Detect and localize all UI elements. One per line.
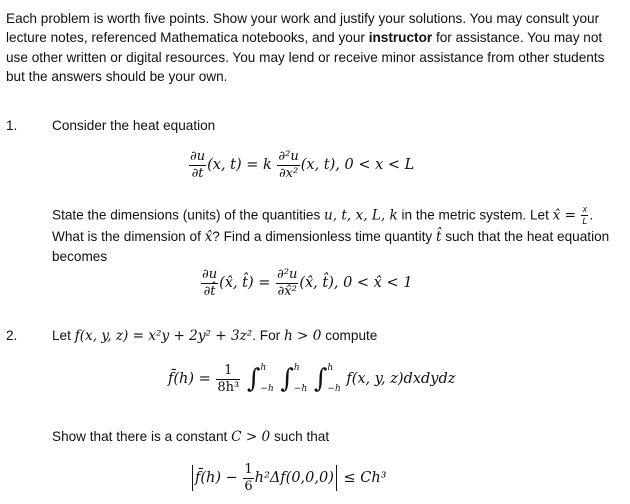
abs-bar-left: [192, 465, 193, 491]
heat-eq-rhs-args: (x, t), 0 < x < L: [300, 157, 415, 174]
problem-1-paragraph: State the dimensions (units) of the quantities u, t, x, L, k in the metric system. Let x̂ = $\frac{x}{L}$ . What is the dimension of x̂? Find a dimensionless time quantity t̂ such that the heat equation becomes: [52, 204, 610, 265]
heat-equation: [188, 150, 414, 180]
one-sixth-fraction: $\frac{1}{6}$: [244, 462, 253, 494]
problem-2-show-statement: Show that there is a constant C > 0 such that: [52, 429, 330, 445]
dimless-eq-lhs-args: (x̂, t̂) =: [219, 275, 271, 292]
one-over-8h3-fraction: $\frac{1}{\text{8h³}}$: [217, 363, 240, 395]
integral-sign-1: ∫: [246, 364, 261, 395]
du-dthat-fraction: $\frac{\partial u}{\partial t̂}$: [202, 267, 218, 299]
d2u-dx2-fraction: $\frac{\text{∂²u}}{\text{∂x²}}$: [278, 149, 299, 181]
instructions-bold-word: instructor: [368, 30, 433, 46]
dimless-eq-rhs-args: (x̂, t̂), 0 < x̂ < 1: [299, 275, 413, 292]
instructions-text-end: for assistance. You may not use other written or digital resources. You may lend or receive minor assistance from other students but the answers should be your own.: [6, 30, 605, 84]
avg-lhs: f̄(h) =: [168, 371, 211, 388]
problem-2-statement: Let f(x, y, z) = x²y + 2y² + 3z². For h > 0 compute: [52, 328, 378, 344]
integral-sign-3: ∫: [313, 364, 328, 395]
du-dt-fraction: $\frac{\partial u}{\partial t}$: [190, 149, 206, 181]
integral-sign-2: ∫: [280, 364, 294, 395]
integral-limits-3: h −h: [327, 363, 341, 395]
problem-2-number: 2.: [6, 328, 18, 343]
problem-1-heading: Consider the heat equation: [52, 118, 216, 133]
ineq-left: f̄(h) −: [195, 470, 238, 487]
abs-bar-right: [336, 465, 337, 491]
average-integral: [168, 364, 455, 394]
heat-eq-lhs-args: (x, t) = k: [207, 157, 272, 174]
integrand: f(x, y, z)dxdydz: [346, 371, 456, 388]
ineq-right: ≤ Ch³: [343, 470, 387, 487]
instructions-paragraph: [6, 9, 622, 86]
ineq-mid: h²Δf(0,0,0): [254, 470, 334, 487]
function-definition: f(x, y, z) = x²y + 2y² + 3z²: [74, 328, 253, 344]
error-bound-inequality: [190, 463, 387, 493]
problem-1-number: 1.: [6, 118, 18, 133]
dimensionless-heat-equation: [200, 268, 412, 298]
integral-limits-1: h −h: [260, 363, 274, 395]
d2u-dxhat2-fraction: $\frac{\text{∂²u}}{\text{∂x̂²}}$: [277, 267, 298, 299]
x-over-l-fraction: $\frac{x}{L}$: [582, 204, 588, 227]
integral-limits-2: h −h: [293, 363, 308, 395]
instructions-text-start: Each problem is worth five points. Show your work and justify your solutions. You may consult your lecture notes, referenced Mathematica notebooks, and your: [6, 11, 600, 46]
